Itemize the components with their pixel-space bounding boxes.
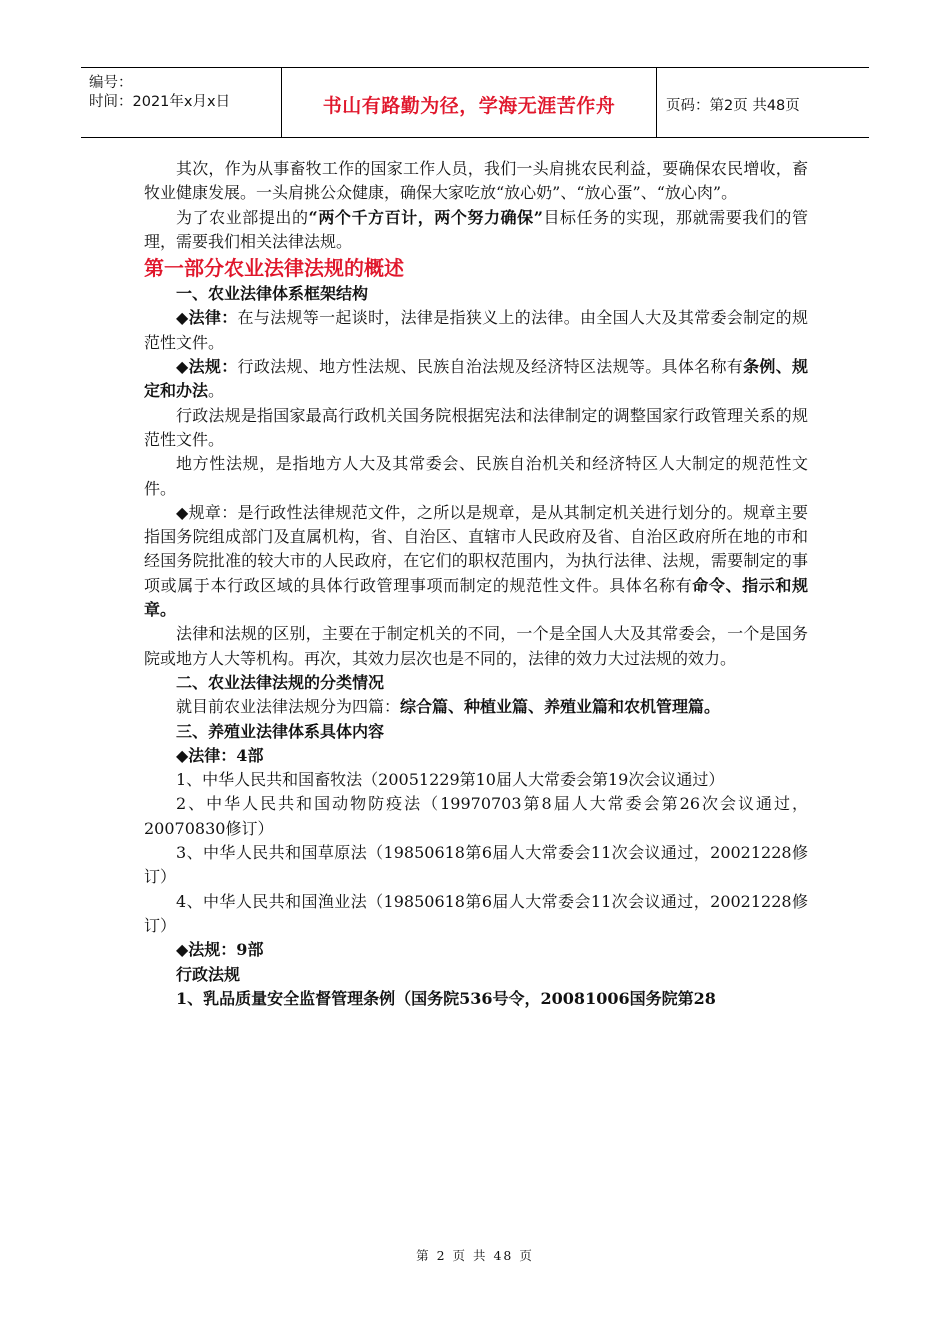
regulation-names: 条例、规定和办法 — [144, 357, 808, 401]
rules-text: ◆规章：是行政性法律规范文件，之所以是规章，是从其制定机关进行划分的。规章主要指国务院组成部门及直属机构，省、自治区、直辖市人民政府及省、自治区政府所在地的市和经国务院批准的较大市的人民政府，在它们的职权范围内，为执行法律、法规，需要制定的事项或属于本行政区域的具体行政管理事项而制定的规范性文件。具体名称有 — [144, 502, 808, 595]
rules-names: 命令、指示和规章。 — [144, 575, 808, 620]
regulation-text: 行政法规、地方性法规、民族自治法规及经济特区法规等。具体名称有 — [237, 357, 744, 377]
doc-number-label: 编号： — [89, 75, 133, 91]
classification-text: 就目前农业法律法规分为四篇： — [176, 697, 401, 717]
doc-time-label: 时间：2021年x月x日 — [89, 94, 231, 110]
intro-p2-part-a: 为了农业部提出的 — [176, 207, 309, 227]
local-regulation-paragraph: 地方性法规，是指地方人大及其常委会、民族自治机关和经济特区人大制定的规范性文件。 — [144, 454, 808, 498]
regulations-heading: ◆法规：9部 — [176, 940, 264, 960]
law-item: 2、中华人民共和国动物防疫法（19970703第8届人大常委会第26次会议通过，20070830修订） — [144, 794, 808, 838]
law-item: 1、中华人民共和国畜牧法（20051229第10届人大常委会第19次会议通过） — [176, 770, 725, 790]
intro-paragraph-1: 其次，作为从事畜牧工作的国家工作人员，我们一头肩挑农民利益，要确保农民增收，畜牧业健康发展。一头肩挑公众健康，确保大家吃放“放心奶”、“放心蛋”、“放心肉”。 — [144, 159, 808, 203]
laws-heading: ◆法律：4部 — [176, 745, 264, 765]
regulation-period: 。 — [208, 381, 225, 401]
section1-heading: 一、农业法律体系框架结构 — [176, 284, 369, 304]
classification-categories: 综合篇、种植业篇、养殖业篇和农机管理篇。 — [400, 697, 721, 717]
admin-regulations-heading: 行政法规 — [176, 964, 241, 984]
difference-paragraph: 法律和法规的区别，主要在于制定机关的不同，一个是全国人大及其常委会，一个是国务院或地方人大等机构。再次，其效力层次也是不同的，法律的效力大过法规的效力。 — [144, 624, 808, 668]
classification-paragraph — [144, 695, 808, 719]
section2-heading: 二、农业法律法规的分类情况 — [176, 672, 385, 692]
header-info-cell — [81, 68, 282, 137]
page-footer: 第 2 页 共 48 页 — [416, 1248, 534, 1263]
law-label: ◆法律： — [176, 308, 238, 328]
header-motto: 书山有路勤为径，学海无涯苦作舟 — [282, 68, 657, 137]
regulation-item: 1、乳品质量安全监督管理条例（国务院536号令，20081006国务院第28 — [176, 988, 716, 1008]
admin-regulation-paragraph: 行政法规是指国家最高行政机关国务院根据宪法和法律制定的调整国家行政管理关系的规范性文件。 — [144, 405, 808, 449]
document-body — [144, 157, 808, 1011]
intro-p2-part-c: 目标任务的实现，那就需要我们的管理，需要我们相关法律法规。 — [144, 207, 808, 251]
rules-paragraph — [144, 501, 808, 622]
part-title: 第一部分农业法律法规的概述 — [144, 256, 404, 281]
law-text: 在与法规等一起谈时，法律是指狭义上的法律。由全国人大及其常委会制定的规范性文件。 — [144, 308, 808, 352]
law-item: 4、中华人民共和国渔业法（19850618第6届人大常委会11次会议通过，20021228修订） — [144, 891, 808, 935]
law-definition — [144, 306, 808, 355]
intro-paragraph-2 — [144, 206, 808, 255]
section3-heading: 三、养殖业法律体系具体内容 — [176, 721, 385, 741]
regulation-definition — [144, 355, 808, 404]
header-page-label: 页码：第2页 共48页 — [666, 98, 800, 114]
law-item: 3、中华人民共和国草原法（19850618第6届人大常委会11次会议通过，20021228修订） — [144, 843, 808, 887]
regulation-label: ◆法规： — [176, 357, 238, 377]
intro-p2-emphasis: “两个千方百计，两个努力确保” — [308, 207, 543, 227]
header-table — [81, 67, 869, 138]
